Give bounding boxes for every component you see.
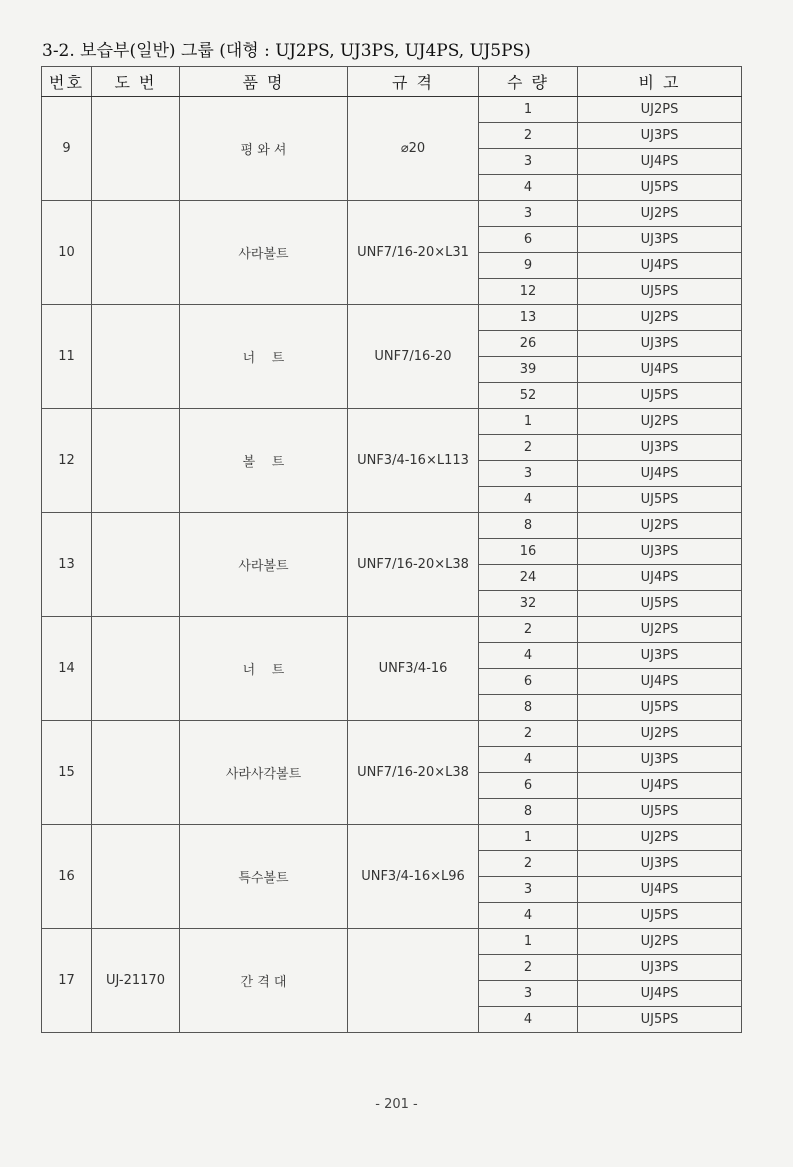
remark-cell: UJ2PS	[578, 409, 742, 435]
parts-table-body	[42, 97, 742, 1033]
part-number: 15	[42, 721, 92, 825]
remark-cell: UJ4PS	[578, 149, 742, 175]
quantity-cell: 9	[479, 253, 578, 279]
table-row	[42, 513, 742, 539]
header-drawing: 도 번	[92, 67, 180, 97]
parts-table	[41, 66, 742, 1033]
part-name: 사라볼트	[180, 201, 348, 305]
quantity-cell: 8	[479, 799, 578, 825]
drawing-number	[92, 201, 180, 305]
quantity-cell: 2	[479, 721, 578, 747]
table-row	[42, 97, 742, 123]
quantity-cell: 1	[479, 825, 578, 851]
remark-cell: UJ5PS	[578, 175, 742, 201]
remark-cell: UJ2PS	[578, 201, 742, 227]
remark-cell: UJ2PS	[578, 97, 742, 123]
part-number: 9	[42, 97, 92, 201]
remark-cell: UJ3PS	[578, 435, 742, 461]
part-spec: UNF3/4-16×L113	[348, 409, 479, 513]
drawing-number	[92, 721, 180, 825]
quantity-cell: 24	[479, 565, 578, 591]
quantity-cell: 3	[479, 981, 578, 1007]
quantity-cell: 6	[479, 773, 578, 799]
remark-cell: UJ2PS	[578, 305, 742, 331]
remark-cell: UJ2PS	[578, 721, 742, 747]
part-spec: ⌀20	[348, 97, 479, 201]
quantity-cell: 1	[479, 97, 578, 123]
quantity-cell: 12	[479, 279, 578, 305]
part-number: 12	[42, 409, 92, 513]
quantity-cell: 6	[479, 669, 578, 695]
remark-cell: UJ2PS	[578, 513, 742, 539]
quantity-cell: 13	[479, 305, 578, 331]
quantity-cell: 2	[479, 851, 578, 877]
remark-cell: UJ5PS	[578, 383, 742, 409]
remark-cell: UJ3PS	[578, 331, 742, 357]
part-name: 볼 트	[180, 409, 348, 513]
remark-cell: UJ5PS	[578, 903, 742, 929]
table-row	[42, 409, 742, 435]
remark-cell: UJ3PS	[578, 227, 742, 253]
remark-cell: UJ4PS	[578, 565, 742, 591]
part-name: 너 트	[180, 617, 348, 721]
part-spec: UNF7/16-20	[348, 305, 479, 409]
quantity-cell: 2	[479, 617, 578, 643]
part-name: 특수볼트	[180, 825, 348, 929]
table-row	[42, 721, 742, 747]
quantity-cell: 16	[479, 539, 578, 565]
header-spec: 규 격	[348, 67, 479, 97]
part-name: 사라볼트	[180, 513, 348, 617]
quantity-cell: 4	[479, 487, 578, 513]
part-spec	[348, 929, 479, 1033]
part-name: 너 트	[180, 305, 348, 409]
quantity-cell: 4	[479, 747, 578, 773]
quantity-cell: 2	[479, 955, 578, 981]
remark-cell: UJ5PS	[578, 591, 742, 617]
remark-cell: UJ5PS	[578, 799, 742, 825]
part-number: 11	[42, 305, 92, 409]
quantity-cell: 26	[479, 331, 578, 357]
quantity-cell: 4	[479, 903, 578, 929]
remark-cell: UJ3PS	[578, 955, 742, 981]
header-name: 품 명	[180, 67, 348, 97]
remark-cell: UJ4PS	[578, 669, 742, 695]
drawing-number	[92, 409, 180, 513]
quantity-cell: 1	[479, 929, 578, 955]
remark-cell: UJ4PS	[578, 773, 742, 799]
table-row	[42, 617, 742, 643]
header-qty: 수 량	[479, 67, 578, 97]
quantity-cell: 6	[479, 227, 578, 253]
remark-cell: UJ3PS	[578, 851, 742, 877]
page-title: 3-2. 보습부(일반) 그룹 (대형 : UJ2PS, UJ3PS, UJ4PS, UJ5PS)	[42, 41, 531, 61]
table-row	[42, 929, 742, 955]
part-spec: UNF3/4-16	[348, 617, 479, 721]
remark-cell: UJ4PS	[578, 877, 742, 903]
header-no: 번호	[42, 67, 92, 97]
remark-cell: UJ3PS	[578, 643, 742, 669]
remark-cell: UJ2PS	[578, 617, 742, 643]
quantity-cell: 39	[479, 357, 578, 383]
remark-cell: UJ4PS	[578, 253, 742, 279]
page-number: - 201 -	[375, 1097, 418, 1112]
remark-cell: UJ2PS	[578, 929, 742, 955]
part-spec: UNF3/4-16×L96	[348, 825, 479, 929]
part-spec: UNF7/16-20×L38	[348, 513, 479, 617]
quantity-cell: 3	[479, 149, 578, 175]
drawing-number: UJ-21170	[92, 929, 180, 1033]
quantity-cell: 8	[479, 513, 578, 539]
table-row	[42, 201, 742, 227]
remark-cell: UJ2PS	[578, 825, 742, 851]
drawing-number	[92, 513, 180, 617]
remark-cell: UJ3PS	[578, 123, 742, 149]
quantity-cell: 4	[479, 643, 578, 669]
quantity-cell: 4	[479, 1007, 578, 1033]
table-header-row	[42, 67, 742, 97]
drawing-number	[92, 825, 180, 929]
drawing-number	[92, 617, 180, 721]
quantity-cell: 4	[479, 175, 578, 201]
remark-cell: UJ4PS	[578, 461, 742, 487]
part-number: 13	[42, 513, 92, 617]
quantity-cell: 2	[479, 123, 578, 149]
table-row	[42, 305, 742, 331]
part-number: 17	[42, 929, 92, 1033]
part-name: 사라사각볼트	[180, 721, 348, 825]
part-spec: UNF7/16-20×L38	[348, 721, 479, 825]
quantity-cell: 3	[479, 201, 578, 227]
part-number: 16	[42, 825, 92, 929]
part-name: 간 격 대	[180, 929, 348, 1033]
quantity-cell: 32	[479, 591, 578, 617]
quantity-cell: 3	[479, 877, 578, 903]
quantity-cell: 8	[479, 695, 578, 721]
header-remark: 비 고	[578, 67, 742, 97]
remark-cell: UJ4PS	[578, 981, 742, 1007]
quantity-cell: 1	[479, 409, 578, 435]
drawing-number	[92, 305, 180, 409]
remark-cell: UJ3PS	[578, 539, 742, 565]
part-number: 14	[42, 617, 92, 721]
remark-cell: UJ5PS	[578, 695, 742, 721]
drawing-number	[92, 97, 180, 201]
quantity-cell: 3	[479, 461, 578, 487]
quantity-cell: 2	[479, 435, 578, 461]
part-spec: UNF7/16-20×L31	[348, 201, 479, 305]
remark-cell: UJ4PS	[578, 357, 742, 383]
part-name: 평 와 셔	[180, 97, 348, 201]
table-row	[42, 825, 742, 851]
remark-cell: UJ5PS	[578, 279, 742, 305]
remark-cell: UJ5PS	[578, 487, 742, 513]
remark-cell: UJ5PS	[578, 1007, 742, 1033]
part-number: 10	[42, 201, 92, 305]
quantity-cell: 52	[479, 383, 578, 409]
remark-cell: UJ3PS	[578, 747, 742, 773]
